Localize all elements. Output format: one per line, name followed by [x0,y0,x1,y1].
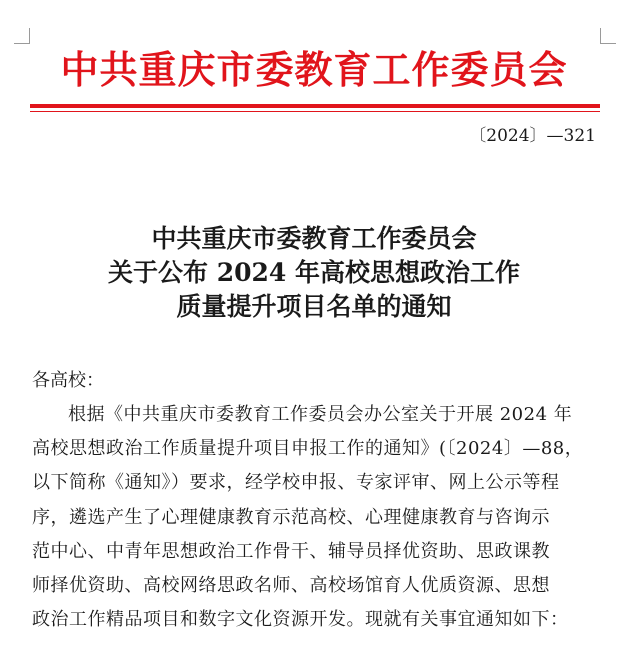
body-line: 政治工作精品项目和数字文化资源开发。现就有关事宜通知如下： [32,609,569,631]
title-line-1: 中共重庆市委教育工作委员会 [151,224,477,253]
body-line: 高校思想政治工作质量提升项目申报工作的通知》(〔2024〕—88， [32,438,584,460]
body-text [32,398,598,637]
red-rule-thick [30,104,600,108]
body-line: 范中心、中青年思想政治工作骨干、辅导员择优资助、思政课教 [32,540,550,562]
title-line-2: 关于公布 2024 年高校思想政治工作 [108,258,520,287]
body-line: 以下简称《通知》）要求，经学校申报、专家评审、网上公示等程 [32,472,560,494]
crop-mark-top-right-v [600,28,601,44]
red-header-org-title: 中共重庆市委教育工作委员会 [60,47,568,92]
document-title [0,222,628,324]
salutation: 各高校： [32,370,104,391]
body-line: 师择优资助、高校网络思政名师、高校场馆育人优质资源、思想 [32,575,550,597]
crop-mark-top-left-v [29,28,30,44]
document-number: 〔2024〕—321 [469,126,596,146]
body-line: 序，遴选产生了心理健康教育示范高校、心理健康教育与咨询示 [32,506,550,528]
red-rule-thin [30,111,600,112]
body-line: 根据《中共重庆市委教育工作委员会办公室关于开展 2024 年 [68,404,573,425]
title-line-3: 质量提升项目名单的通知 [176,292,452,321]
